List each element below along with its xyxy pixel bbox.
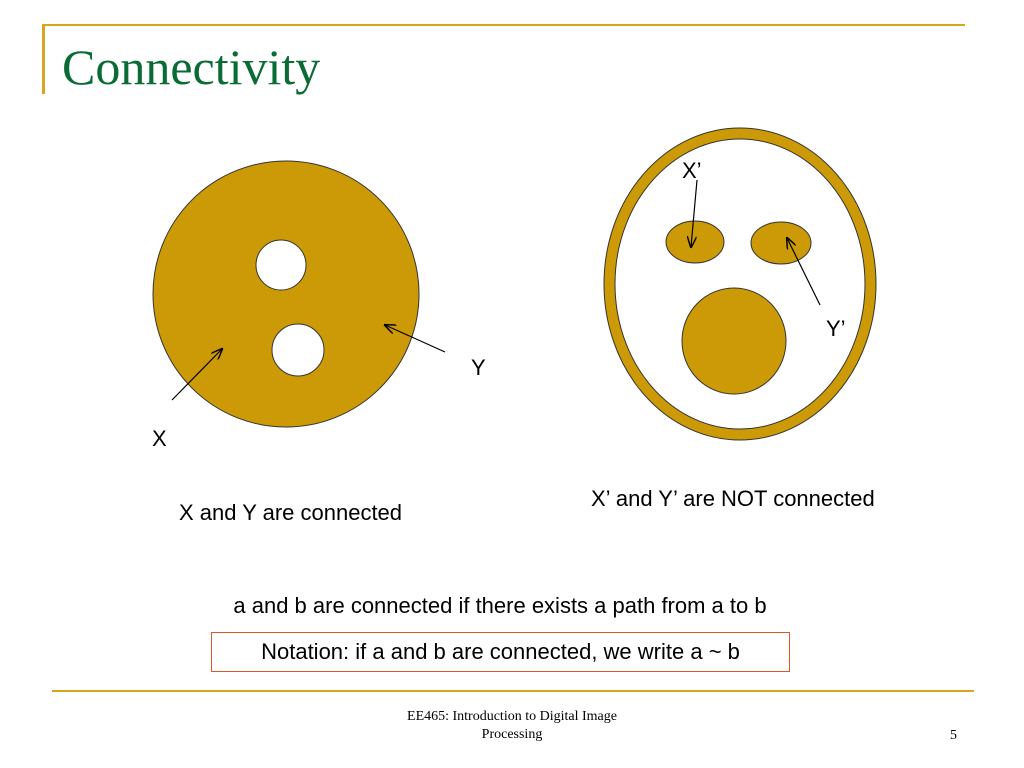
- left-disc: [153, 161, 419, 427]
- blob-y-prime: [751, 222, 811, 264]
- label-x: X: [152, 426, 167, 451]
- left-hole-bottom: [272, 324, 324, 376]
- label-x-prime: X’: [682, 158, 702, 183]
- footer-course: [362, 708, 662, 744]
- slide-title: Connectivity: [62, 39, 321, 95]
- footer-rule: [52, 690, 974, 692]
- label-y-prime: Y’: [826, 316, 846, 341]
- page-number: 5: [950, 728, 957, 743]
- caption-connected: X and Y are connected: [179, 500, 403, 525]
- footer-course-line1: EE465: Introduction to Digital Image: [407, 709, 617, 724]
- label-y: Y: [471, 355, 486, 380]
- notation-box: Notation: if a and b are connected, we write a ~ b: [211, 632, 790, 672]
- connectivity-definition: a and b are connected if there exists a path from a to b: [233, 593, 767, 618]
- blob-x-prime: [666, 221, 724, 263]
- left-connected-region: [153, 161, 419, 427]
- right-disconnected-region: [604, 128, 876, 440]
- footer-course-line2: Processing: [481, 727, 543, 742]
- left-hole-top: [256, 240, 306, 290]
- blob-mouth: [682, 288, 786, 394]
- caption-not-connected: X’ and Y’ are NOT connected: [591, 486, 875, 511]
